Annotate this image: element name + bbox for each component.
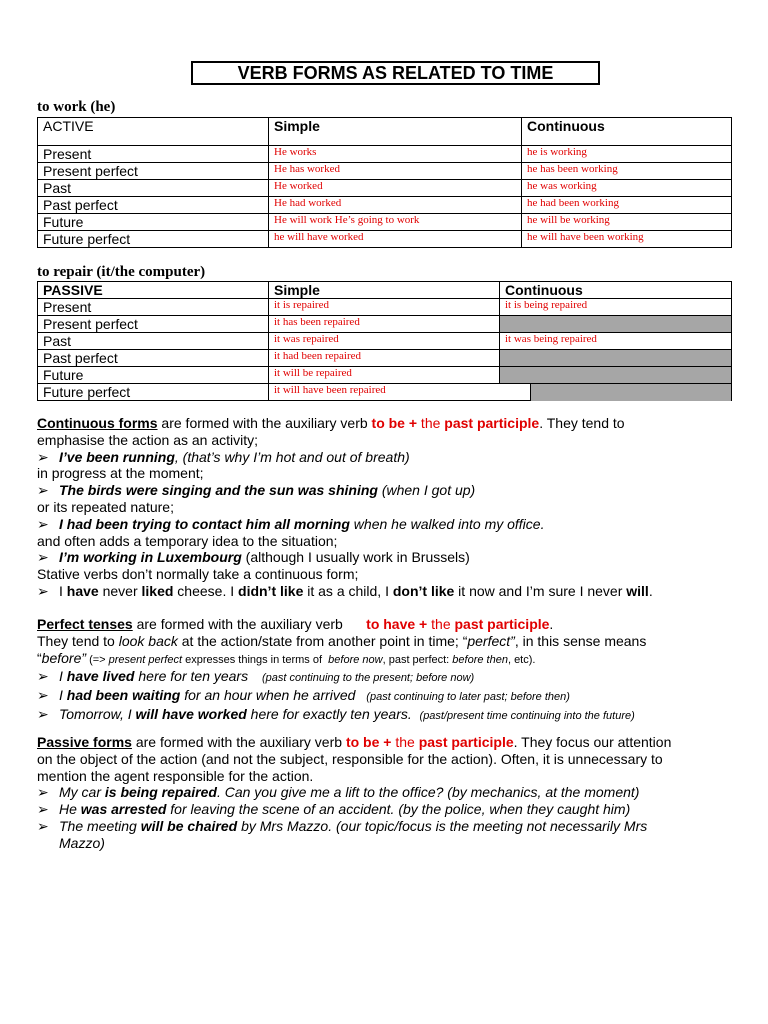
active-col-header-label: ACTIVE [38, 118, 269, 146]
table-row [38, 197, 732, 214]
text-italic: perfect” [467, 632, 515, 649]
text-bold: don’t like [392, 582, 455, 599]
example-bold: will be chaired [140, 817, 238, 834]
text: the [417, 415, 445, 431]
bullet-arrow-icon: ➢ [37, 705, 49, 722]
example-text: I [59, 668, 67, 685]
row-label: Past [38, 333, 269, 350]
active-col-header-simple: Simple [269, 118, 522, 146]
example-note: (past continuing to the present; before now) [255, 672, 475, 685]
text: are formed with the auxiliary verb [132, 616, 367, 632]
text: the [427, 616, 455, 632]
example-text: for leaving the scene of an accident. (by the police, when they caught him) [166, 801, 631, 818]
bullet-arrow-icon: ➢ [37, 668, 49, 685]
continuous-form: he will have been working [522, 231, 732, 248]
bullet-arrow-icon: ➢ [37, 687, 49, 704]
example-item [37, 801, 737, 818]
text-bold: liked [141, 582, 174, 599]
text: at the action/state from another point in time; “ [177, 632, 468, 649]
row-label: Future [38, 214, 269, 231]
example-item [37, 583, 737, 600]
simple-form: it had been repaired [269, 350, 500, 367]
continuous-form: he had been working [522, 197, 732, 214]
example-bold: I’ve been running [59, 448, 175, 465]
text-bold: will [626, 582, 649, 599]
table-row [38, 333, 732, 350]
example-note: (past continuing to later past; before then) [363, 691, 570, 704]
text: . [549, 616, 554, 632]
text-line: and often adds a temporary idea to the situation; [37, 532, 338, 549]
passive-col-header-continuous: Continuous [500, 282, 732, 299]
empty-shaded-cell [500, 367, 732, 384]
table-row [38, 350, 732, 367]
example-item [37, 687, 737, 706]
section-term: Perfect tenses [37, 616, 133, 632]
text: . They focus our attention [513, 734, 672, 750]
active-verb-table [37, 117, 732, 248]
table-row [38, 299, 732, 316]
example-text: My car [59, 784, 105, 801]
passive-table-heading: to repair (it/the computer) [37, 264, 206, 280]
continuous-form: it was being repaired [500, 333, 732, 350]
table-row [38, 163, 732, 180]
text-italic: look back [118, 632, 178, 649]
empty-shaded-cell [500, 316, 732, 333]
table-row [38, 316, 732, 333]
example-bold: have lived [66, 668, 135, 685]
text: are formed with the auxiliary verb [131, 734, 346, 750]
page-title: VERB FORMS AS RELATED TO TIME [191, 61, 600, 85]
aux-verb: to be + [371, 415, 418, 431]
simple-form: it will have been repaired [269, 384, 531, 401]
aux-verb: to be + [345, 734, 392, 750]
example-note: (past/present time continuing into the future) [419, 709, 635, 722]
example-text: Tomorrow, I [59, 705, 136, 722]
simple-form: He had worked [269, 197, 522, 214]
bullet-arrow-icon: ➢ [37, 515, 49, 532]
simple-form: it has been repaired [269, 316, 500, 333]
example-item [37, 549, 737, 566]
simple-form: He has worked [269, 163, 522, 180]
example-text: The meeting [59, 817, 141, 834]
bullet-arrow-icon: ➢ [37, 582, 49, 599]
example-bold: will have worked [135, 705, 247, 722]
text-line: or its repeated nature; [37, 498, 174, 515]
row-label: Future [38, 367, 269, 384]
continuous-form: he has been working [522, 163, 732, 180]
example-text: (although I usually work in Brussels) [241, 549, 470, 566]
row-label: Present perfect [38, 316, 269, 333]
continuous-form: he is working [522, 146, 732, 163]
aux-participle: past participle [454, 616, 550, 632]
text-line: on the object of the action (and not the subject, responsible for the action). Often, it is unnecessary to [37, 750, 663, 767]
text: (=> [86, 653, 109, 666]
example-text: by Mrs Mazzo. (our topic/focus is the meeting not necessarily Mrs [237, 817, 648, 834]
text-line: emphasise the action as an activity; [37, 431, 259, 448]
aux-verb: to have + [366, 616, 428, 632]
row-label: Past perfect [38, 350, 269, 367]
table-row [38, 146, 732, 163]
example-text: , (that’s why I’m hot and out of breath) [174, 448, 410, 465]
empty-shaded-cell [500, 350, 732, 367]
simple-form: he will have worked [269, 231, 522, 248]
text: are formed with the auxiliary verb [157, 415, 372, 431]
continuous-forms-section [37, 415, 737, 600]
bullet-arrow-icon: ➢ [37, 482, 49, 499]
example-bold: had been waiting [66, 687, 181, 704]
text-italic: before now [328, 653, 383, 666]
example-text-continued: Mazzo) [59, 834, 105, 851]
text: cheese. I [173, 582, 239, 599]
row-label: Present [38, 146, 269, 163]
row-label: Present [38, 299, 269, 316]
table-row [38, 214, 732, 231]
text-line: Stative verbs don’t normally take a continuous form; [37, 566, 359, 583]
example-text: when he walked into my office. [349, 515, 545, 532]
example-text: . Can you give me a lift to the office? (by mechanics, at the moment) [216, 784, 640, 801]
text: expresses things in terms of [182, 653, 329, 666]
simple-form: He will work He’s going to work [269, 214, 522, 231]
simple-form: it will be repaired [269, 367, 500, 384]
passive-forms-section [37, 734, 737, 852]
row-label: Past perfect [38, 197, 269, 214]
example-text: (when I got up) [377, 482, 476, 499]
row-label: Future perfect [38, 384, 269, 401]
bullet-arrow-icon: ➢ [37, 801, 49, 818]
continuous-form: he was working [522, 180, 732, 197]
example-bold: was arrested [80, 801, 167, 818]
text: , in this sense means [514, 632, 647, 649]
empty-shaded-cell [531, 384, 732, 401]
simple-form: He worked [269, 180, 522, 197]
example-item [37, 818, 737, 835]
example-bold: is being repaired [104, 784, 217, 801]
table-row [38, 180, 732, 197]
table-row [38, 384, 732, 401]
continuous-form: he will be working [522, 214, 732, 231]
text-italic: before then [452, 653, 508, 666]
passive-verb-table [37, 281, 732, 401]
active-col-header-continuous: Continuous [522, 118, 732, 146]
example-bold: I’m working in Luxembourg [59, 549, 242, 566]
continuous-form: it is being repaired [500, 299, 732, 316]
text: . They tend to [539, 415, 625, 431]
text: . [648, 582, 653, 599]
example-item [37, 706, 737, 725]
text-line: mention the agent responsible for the action. [37, 767, 314, 784]
example-text: I [59, 687, 67, 704]
section-term: Continuous forms [37, 415, 158, 431]
simple-form: He works [269, 146, 522, 163]
table-row [38, 231, 732, 248]
bullet-arrow-icon: ➢ [37, 549, 49, 566]
table-row [38, 367, 732, 384]
example-item [37, 668, 737, 687]
aux-participle: past participle [418, 734, 514, 750]
simple-form: it is repaired [269, 299, 500, 316]
text: I [59, 582, 67, 599]
active-table-heading: to work (he) [37, 99, 116, 115]
bullet-arrow-icon: ➢ [37, 784, 49, 801]
text: “ [37, 649, 42, 666]
row-label: Present perfect [38, 163, 269, 180]
aux-participle: past participle [444, 415, 540, 431]
passive-col-header-label: PASSIVE [38, 282, 269, 299]
text: , past perfect: [382, 653, 453, 666]
example-item [37, 784, 737, 801]
text: the [391, 734, 419, 750]
example-bold: I had been trying to contact him all morning [59, 515, 350, 532]
example-item [37, 449, 737, 466]
text: it as a child, I [303, 582, 393, 599]
simple-form: it was repaired [269, 333, 500, 350]
example-text: here for ten years [134, 668, 256, 685]
example-text: here for exactly ten years. [246, 705, 420, 722]
bullet-arrow-icon: ➢ [37, 817, 49, 834]
example-text: for an hour when he arrived [180, 687, 364, 704]
section-term: Passive forms [37, 734, 132, 750]
text: They tend to [37, 632, 119, 649]
text: never [98, 582, 142, 599]
row-label: Future perfect [38, 231, 269, 248]
text: , etc). [507, 653, 536, 666]
passive-col-header-simple: Simple [269, 282, 500, 299]
text-bold: didn’t like [238, 582, 304, 599]
text-line: in progress at the moment; [37, 465, 204, 482]
example-text: He [59, 801, 81, 818]
row-label: Past [38, 180, 269, 197]
text: it now and I’m sure I never [454, 582, 627, 599]
example-item [37, 516, 737, 533]
example-item [37, 482, 737, 499]
bullet-arrow-icon: ➢ [37, 448, 49, 465]
example-bold: The birds were singing and the sun was shining [59, 482, 378, 499]
text-italic: present perfect [108, 653, 183, 666]
text-bold: have [66, 582, 99, 599]
perfect-tenses-section [37, 616, 737, 725]
text-italic: before” [41, 649, 87, 666]
